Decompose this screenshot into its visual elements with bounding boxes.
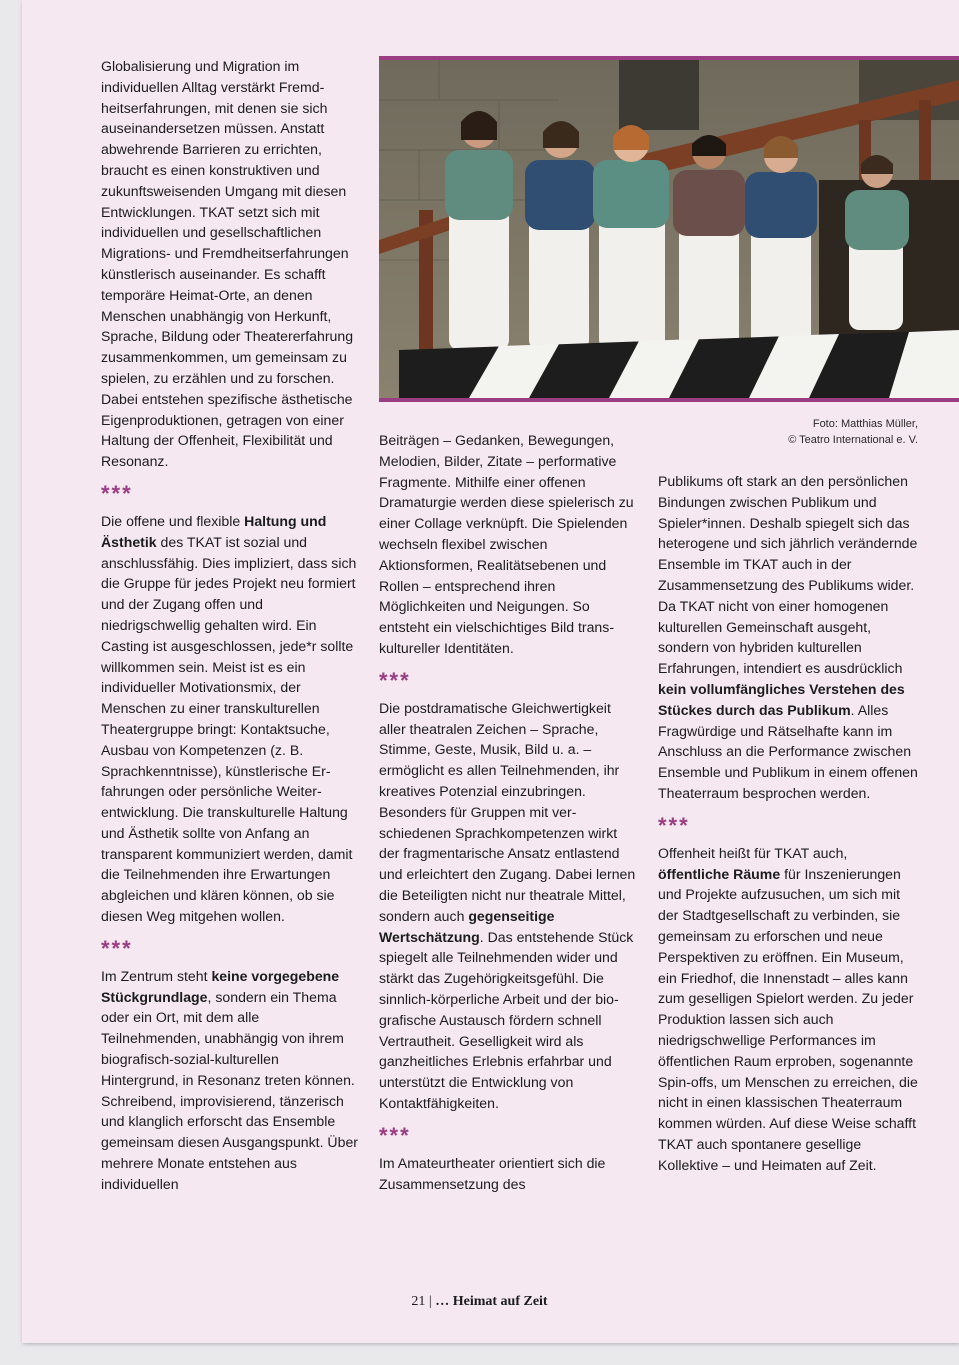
paragraph: Publikums oft stark an den persönlichen Bindungen zwischen Publikum und Spieler*innen. Deshalb spiegelt sich das heterogene und sich jährlich verändernde Ensemble im TKAT auch in der Zusammensetzung des Publikums wider. Da TKAT nicht von einer homogenen kulturellen Gemeinschaft ausgeht, sondern von hybriden kulturellen Erfahrungen, intendiert es ausdrücklich kein vollumfängliches Verstehen des Stückes durch das Publikum. Alles Fragwürdige und Rätselhafte kann im Anschluss an die Performance zwischen Ensemble und Publikum in einem offenen Theaterraum besprochen werden. bbox=[658, 473, 918, 801]
page-number: 21 bbox=[411, 1294, 426, 1309]
highlight: öffentliche Räume bbox=[658, 865, 781, 882]
paragraph: Die offene und flexible Haltung und Ästhetik des TKAT ist sozial und anschlussfähig. Dies impliziert, dass sich die Gruppe für jedes Projekt neu formiert und der Zugang offen und niedrigschwellig gehalten wird. Ein Casting ist ausgeschlossen, jede*r sollte willkommen sein. Meist ist es ein individueller Motivationsmix, der Menschen zu einer transkulturellen Theatergruppe bringt: Kontaktsuche, Ausbau von Kompetenzen (z. B. Sprachkenntnisse), künstlerische Erfahrungen oder persönliche Weiterentwicklung. Die transkulturelle Haltung und Ästhetik sollte von Anfang an transparent kommuniziert werden, damit die Teilnehmenden ihre Erwartungen abgleichen und klären können, ob sie diesen Weg mitgehen wollen. bbox=[101, 512, 357, 925]
highlight: Haltung und Ästhetik bbox=[101, 512, 327, 550]
text-column-2 bbox=[379, 430, 637, 1194]
text-column-1 bbox=[101, 56, 359, 1195]
text-column-3 bbox=[658, 471, 920, 1176]
section-separator: *** bbox=[101, 480, 133, 506]
highlight: keine vorgegebene Stückgrundlage bbox=[101, 967, 340, 1005]
paragraph: Die postdramatische Gleichwertigkeit aller theatralen Zeichen – Sprache, Stimme, Geste, Musik, Bild u. a. – ermöglicht es allen Teilnehmenden, ihr kreatives Potenzial einzubringen. Besonders für Gruppen mit verschiedenen Sprachkompetenzen wirkt der fragmentarische Ansatz entlastend und erleichtert den Zugang. Dabei lernen die Beteiligten nicht nur theatrale Mittel, sondern auch gegenseitige Wertschätzung. Das entstehende Stück spiegelt alle Teilnehmenden wider und stärkt das Zugehörigkeitsgefühl. Die sinnlich-körperliche Arbeit und der biografische Austausch fördern schnell Vertrautheit. Geselligkeit wird als ganzheitliches Erlebnis erfahrbar und unterstützt die Entwicklung von Kontaktfähigkeiten. bbox=[379, 699, 636, 1111]
publication-title: … Heimat auf Zeit bbox=[435, 1294, 548, 1309]
paragraph: Offenheit heißt für TKAT auch, öffentliche Räume für Inszenierungen und Projekte aufzusuchen, um sich mit der Stadtgesellschaft zu verbinden, sie gemeinsam zu erforschen und neue Perspektiven zu eröffnen. Ein Museum, ein Friedhof, die Innenstadt – alles kann zum geselligen Spielort werden. Zu jeder Produktion lassen sich auch niedrigschwellige Performances im öffentlichen Raum erproben, sogenannte Spin-offs, um Menschen zu erreichen, die nicht in einen klassischen Theaterraum kommen würden. Auf diese Weise schafft TKAT auch spontanere gesellige Kollektive – und Heimaten auf Zeit. bbox=[658, 844, 918, 1173]
paragraph: Beiträgen – Gedanken, Bewegungen, Melodien, Bilder, Zitate – performative Fragmente. Mithilfe einer offenen Dramaturgie werden diese spielerisch zu einer Collage verknüpft. Die Spielenden wechseln flexibel zwischen Aktionsformen, Realitätsebenen und Rollen – entsprechend ihren Möglichkeiten und Neigungen. So entsteht ein vielschichtiges Bild transkultureller Identitäten. bbox=[379, 432, 634, 656]
page-footer bbox=[0, 1294, 959, 1310]
section-separator: *** bbox=[658, 812, 690, 838]
paragraph: Im Amateurtheater orientiert sich die Zusammensetzung des bbox=[379, 1154, 606, 1192]
paragraph: Globalisierung und Migration im individuellen Alltag verstärkt Fremdheitserfahrungen, mit denen sie sich auseinandersetzen müssen. Anstatt abwehrende Barrieren zu errichten, braucht es einen konstruktiven und zukunftsweisenden Umgang mit diesen Entwicklungen. TKAT setzt sich mit individuellen und gesellschaftlichen Migrations- und Fremdheitserfahrungen künstlerisch auseinander. Es schafft temporäre Heimat-Orte, an denen Menschen unabhängig von Herkunft, Sprache, Bildung oder Theatererfahrung zusammenkommen, um gemeinsam zu spielen, zu erzählen und zu forschen. Dabei entstehen spezifische ästhetische Eigenproduktionen, getragen von einer Haltung der Offenheit, Flexibilität und Resonanz. bbox=[101, 58, 354, 470]
highlight: gegenseitige Wertschätzung bbox=[379, 907, 555, 945]
ensemble-photo bbox=[379, 56, 959, 402]
section-separator: *** bbox=[379, 667, 411, 693]
section-separator: *** bbox=[101, 935, 133, 961]
photo-credit: Foto: Matthias Müller, © Teatro International e. V. bbox=[788, 418, 918, 446]
photo-illustration bbox=[379, 60, 959, 398]
highlight: kein vollumfängliches Verstehen des Stückes durch das Publikum bbox=[658, 680, 905, 718]
footer-divider: | bbox=[428, 1294, 432, 1309]
section-separator: *** bbox=[379, 1122, 411, 1148]
paragraph: Im Zentrum steht keine vorgegebene Stückgrundlage, sondern ein Thema oder ein Ort, mit dem alle Teilnehmenden, unabhängig von ihrem biografisch-sozial-kulturellen Hintergrund, in Resonanz treten können. Schreibend, improvisierend, tänzerisch und klanglich erforscht das Ensemble gemeinsam diesen Ausgangspunkt. Über mehrere Monate entstehen aus individuellen bbox=[101, 967, 358, 1192]
